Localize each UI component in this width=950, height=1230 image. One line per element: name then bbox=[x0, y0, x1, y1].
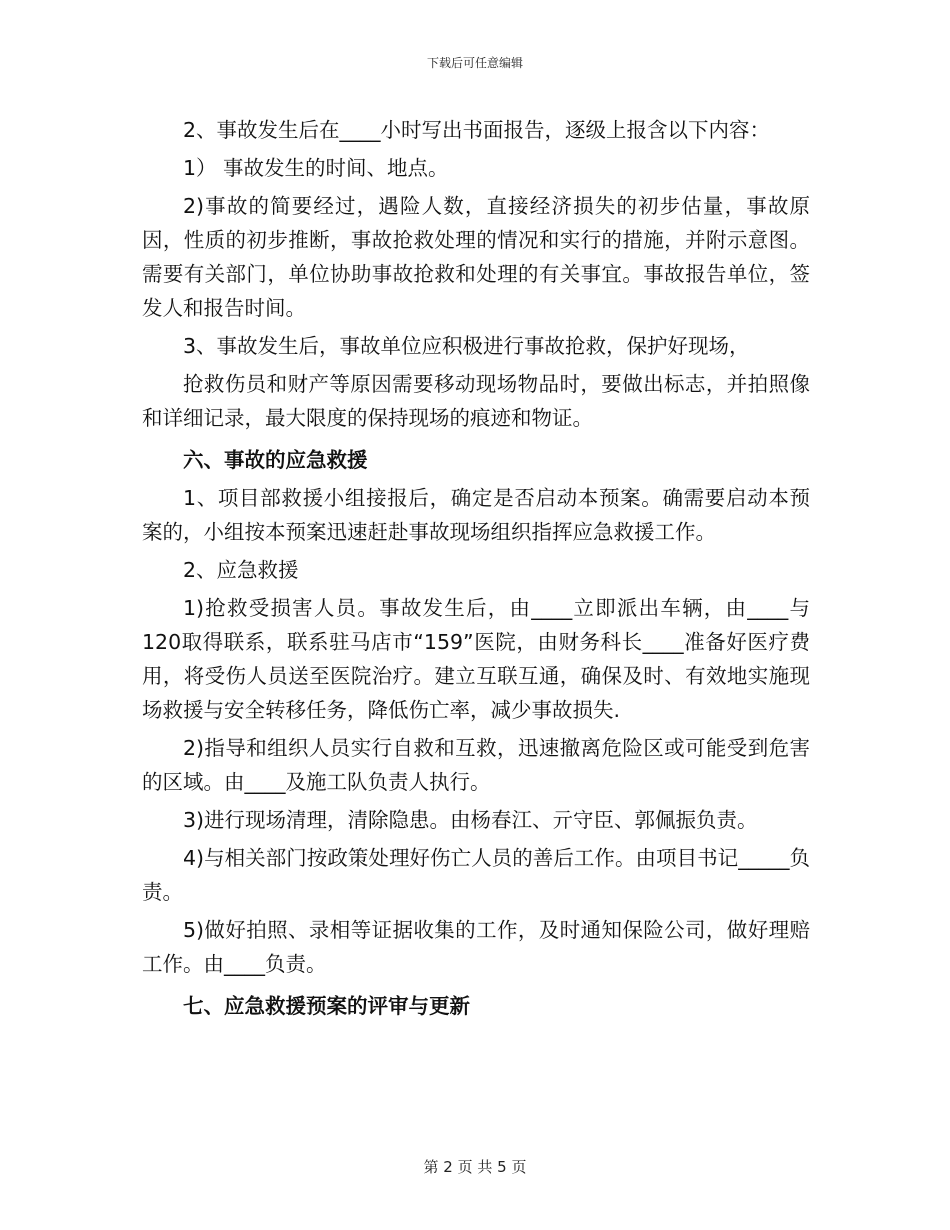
header-note: 下载后可任意编辑 bbox=[426, 56, 523, 70]
paragraph-site-cleanup: 3)进行现场清理，清除隐患。由杨春江、亓守臣、郭佩振负责。 bbox=[183, 808, 758, 832]
section-heading-six: 六、事故的应急救援 bbox=[183, 448, 368, 472]
paragraph-self-rescue: 2)指导和组织人员实行自救和互救，迅速撤离危险区或可能受到危害的区域。由____及施工队负责人执行。 bbox=[142, 736, 810, 794]
paragraph-brief-process: 2)事故的简要经过，遇险人数，直接经济损失的初步估量，事故原因，性质的初步推断，事故抢救处理的情况和实行的措施，并附示意图。需要有关部门，单位协助事故抢救和处理的有关事宜。事故报告单位，签发人和报告时间。 bbox=[142, 194, 810, 320]
paragraph-aftermath: 4)与相关部门按政策处理好伤亡人员的善后工作。由项目书记_____负责。 bbox=[142, 846, 810, 904]
paragraph-rescue-team: 1、项目部救援小组接报后，确定是否启动本预案。确需要启动本预案的，小组按本预案迅速赶赴事故现场组织指挥应急救援工作。 bbox=[142, 486, 810, 544]
page-number: 第 2 页 共 5 页 bbox=[423, 1158, 527, 1176]
paragraph-move-items: 抢救伤员和财产等原因需要移动现场物品时，要做出标志，并拍照像和详细记录，最大限度的保持现场的痕迹和物证。 bbox=[142, 372, 810, 430]
paragraph-time-location: 1） 事故发生的时间、地点。 bbox=[183, 156, 449, 180]
paragraph-rescue-injured: 1)抢救受损害人员。事故发生后，由____立即派出车辆，由____与120取得联系，联系驻马店市“159”医院，由财务科长____准备好医疗费用，将受伤人员送至医院治疗。建立互联互通，确保及时、有效地实施现场救援与安全转移任务，降低伤亡率，减少事故损失. bbox=[142, 596, 810, 722]
paragraph-rescue-site: 3、事故发生后，事故单位应积极进行事故抢救，保护好现场， bbox=[183, 334, 750, 358]
document-body bbox=[142, 113, 810, 1023]
paragraph-report-time: 2、事故发生后在____小时写出书面报告，逐级上报含以下内容： bbox=[183, 118, 771, 142]
paragraph-emergency-rescue: 2、应急救援 bbox=[183, 558, 299, 582]
paragraph-evidence: 5)做好拍照、录相等证据收集的工作，及时通知保险公司，做好理赔工作。由____负责。 bbox=[142, 918, 810, 976]
section-heading-seven: 七、应急救援预案的评审与更新 bbox=[183, 994, 470, 1018]
